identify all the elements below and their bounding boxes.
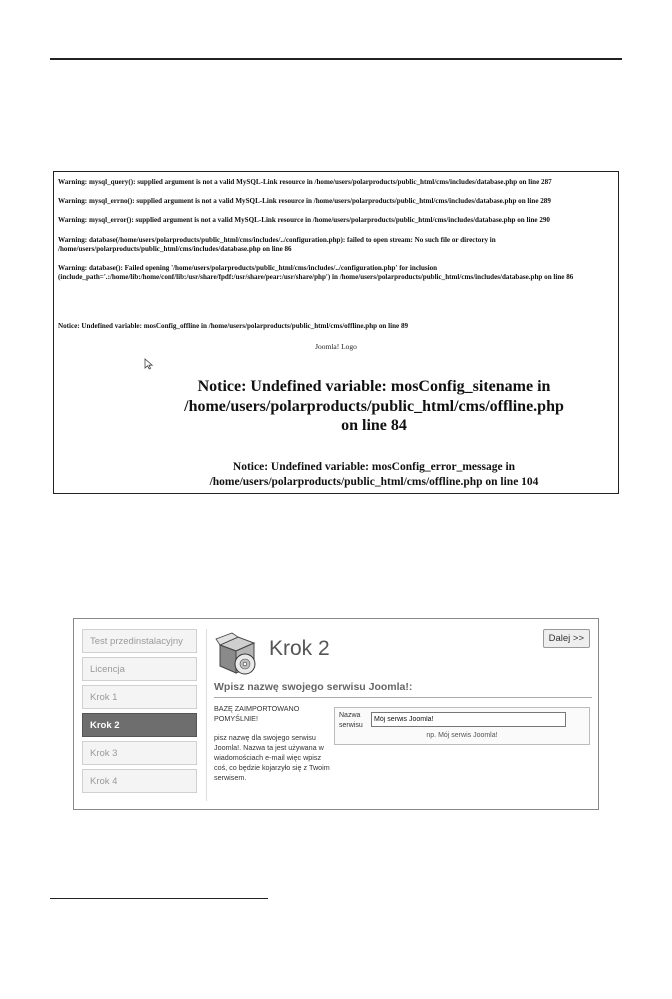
joomla-installer-window [73, 618, 599, 810]
notice-sitename: Notice: Undefined variable: mosConfig_sitename in /home/users/polarproducts/public_html/cms/offline.php on line 84 [184, 378, 564, 434]
sidebar-divider [206, 629, 207, 801]
step-title: Krok 2 [269, 637, 330, 660]
step-licencja[interactable]: Licencja [82, 657, 197, 681]
help-text [214, 704, 332, 792]
warning-mysql-query: Warning: mysql_query(): supplied argument is not a valid MySQL-Link resource in /home/users/polarproducts/public_html/cms/includes/database.php on line 287 [58, 178, 552, 186]
site-name-hint: np. Mój serwis Joomla! [426, 732, 498, 739]
warning-database-inclusion: Warning: database(): Failed opening '/home/users/polarproducts/public_html/cms/includes/../configuration.php' for inclusion (include_path='.:/home/lib:/home/conf/lib:/usr/share/fpdf:/usr/share/pear:/usr/share/php') in /home/users/polarproducts/public_html/cms/includes/database.php on line 86 [58, 264, 574, 281]
site-name-instructions: pisz nazwę dla swojego serwisu Joomla!. Nazwa ta jest używana w wiadomościach e-mail więc wpisz coś, co będzie kojarzyło się z Twoim serwisem. [214, 733, 330, 782]
warning-database-stream: Warning: database(/home/users/polarproducts/public_html/cms/includes/../configuration.php): failed to open stream: No such file or directory in /home/users/polarproducts/public_html/cms/includes/database.php on line 86 [58, 236, 496, 253]
joomla-logo-alt-text: Joomla! Logo [315, 342, 357, 351]
php-error-page [53, 171, 619, 494]
page-header-rule [50, 58, 622, 60]
mouse-pointer-icon [144, 358, 154, 370]
installer-steps-sidebar [82, 629, 197, 797]
step-krok-1[interactable]: Krok 1 [82, 685, 197, 709]
site-name-input[interactable] [371, 712, 566, 727]
next-button[interactable]: Dalej >> [543, 629, 590, 648]
site-name-label: Nazwa serwisu [339, 712, 363, 729]
import-success-message: BAZĘ ZAIMPORTOWANO POMYŚLNIE! [214, 704, 300, 723]
step-krok-2[interactable]: Krok 2 [82, 713, 197, 737]
footnote-rule [50, 898, 268, 899]
notice-error-message: Notice: Undefined variable: mosConfig_error_message in /home/users/polarproducts/public_html/cms/offline.php on line 104 [209, 461, 539, 488]
notice-offline: Notice: Undefined variable: mosConfig_offline in /home/users/polarproducts/public_html/cms/offline.php on line 89 [58, 322, 409, 330]
install-package-icon [214, 631, 260, 677]
step-krok-3[interactable]: Krok 3 [82, 741, 197, 765]
site-name-form [334, 707, 590, 745]
warning-mysql-errno: Warning: mysql_errno(): supplied argument is not a valid MySQL-Link resource in /home/users/polarproducts/public_html/cms/includes/database.php on line 289 [58, 197, 551, 205]
step-test-przedinstalacyjny[interactable]: Test przedinstalacyjny [82, 629, 197, 653]
step-krok-4[interactable]: Krok 4 [82, 769, 197, 793]
warning-mysql-error: Warning: mysql_error(): supplied argument is not a valid MySQL-Link resource in /home/users/polarproducts/public_html/cms/includes/database.php on line 290 [58, 216, 550, 224]
section-heading: Wpisz nazwę swojego serwisu Joomla!: [214, 681, 592, 698]
